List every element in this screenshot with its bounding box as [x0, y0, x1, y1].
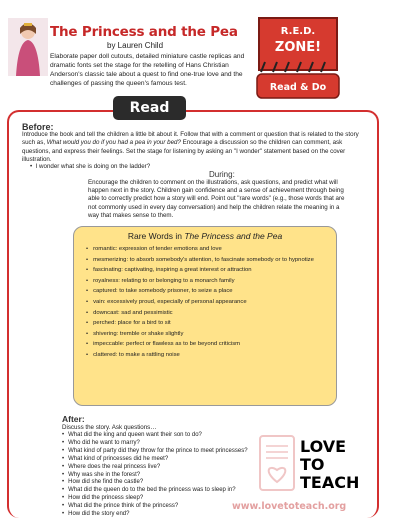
list-item: • What kind of party did they throw for the prince to meet princesses? [62, 448, 248, 456]
red-zone-badge [255, 16, 341, 106]
list-item: • What kind of princesses did he meet? [62, 456, 248, 464]
list-item: • mesmerizing: to absorb somebody's attention, to fascinate somebody or to hypnotize [86, 255, 330, 266]
list-item: • Why was she in the forest? [62, 472, 248, 480]
badge-red-text: R.E.D. [280, 26, 316, 37]
after-intro: Discuss the story. Ask questions… [62, 424, 157, 431]
love-to-teach-logo [256, 430, 371, 500]
list-item: • Who did he want to marry? [62, 440, 248, 448]
logo-word-love: LOVE [300, 437, 347, 456]
list-item: • Where does the real princess live? [62, 464, 248, 472]
logo-word-to: TO [300, 455, 325, 474]
list-item: • How did she find the castle? [62, 479, 248, 487]
rare-words-list [86, 244, 330, 361]
after-question-list [62, 432, 248, 519]
during-heading: During: [209, 170, 235, 179]
list-item: • What did the queen do to the bed the princess was to sleep in? [62, 487, 248, 495]
list-item: • How did the story end? [62, 511, 248, 519]
during-paragraph: Encourage the children to comment on the illustrations, ask questions, and predict what will happen next in the story. Children gain confidence and a sense of achievement through being able to correctly predict how a story will end. Point out "rare words" (e.g., those words that are not commonly used in every day conversation) and help the children relate the meaning in a way that makes sense to them. [88, 179, 345, 219]
intro-paragraph: Elaborate paper doll cutouts, detailed miniature castle replicas and dramatic fonts set the stage for the retelling of Hans Christian Anderson's classic tale about a quest to find one-true love and the challenges of passing the queen's famous test. [50, 53, 245, 87]
list-item: • impeccable: perfect or flawless as to be beyond criticism [86, 339, 330, 350]
before-heading: Before: [22, 122, 54, 132]
before-bullet: • I wonder what she is doing on the ladder? [30, 163, 151, 170]
princess-illustration [8, 18, 48, 76]
logo-word-teach: TEACH [300, 473, 360, 492]
list-item: • captured: to take somebody prisoner, to seize a place [86, 286, 330, 297]
page-title: The Princess and the Pea [50, 24, 238, 40]
list-item: • fascinating: captivating, inspiring a great interest or attraction [86, 265, 330, 276]
rare-words-title: Rare Words in The Princess and the Pea [127, 231, 283, 241]
list-item: • clattered: to make a rattling noise [86, 350, 330, 361]
website-url: www.lovetoteach.org [232, 501, 347, 512]
rare-words-box [73, 226, 337, 406]
read-tab: Read [113, 96, 186, 120]
list-item: • downcast: sad and pessimistic [86, 308, 330, 319]
before-paragraph: Introduce the book and tell the children a little bit about it. Follow that with a comment or question that is related to the story such as, What would you do if you had a pea in your bed? Encourage a discussion so the children can comment, ask questions, and express their feelings. Set the stage for listening by asking an "I wonder" statement based on the cover illustration. [22, 131, 359, 164]
list-item: • vain: excessively proud, especially of personal appearance [86, 297, 330, 308]
badge-read-do-text: Read & Do [269, 82, 327, 93]
list-item: • What did the prince think of the princess? [62, 503, 248, 511]
list-item: • perched: place for a bird to sit [86, 318, 330, 329]
list-item: • shivering: tremble or shake slightly [86, 329, 330, 340]
badge-zone-text: ZONE! [274, 40, 322, 55]
list-item: • What did the king and queen want their son to do? [62, 432, 248, 440]
list-item: • romantic: expression of tender emotions and love [86, 244, 330, 255]
list-item: • How did the princess sleep? [62, 495, 248, 503]
after-heading: After: [62, 414, 85, 424]
author-line: by Lauren Child [107, 41, 164, 50]
list-item: • royalness: relating to or belonging to a monarch family [86, 276, 330, 287]
